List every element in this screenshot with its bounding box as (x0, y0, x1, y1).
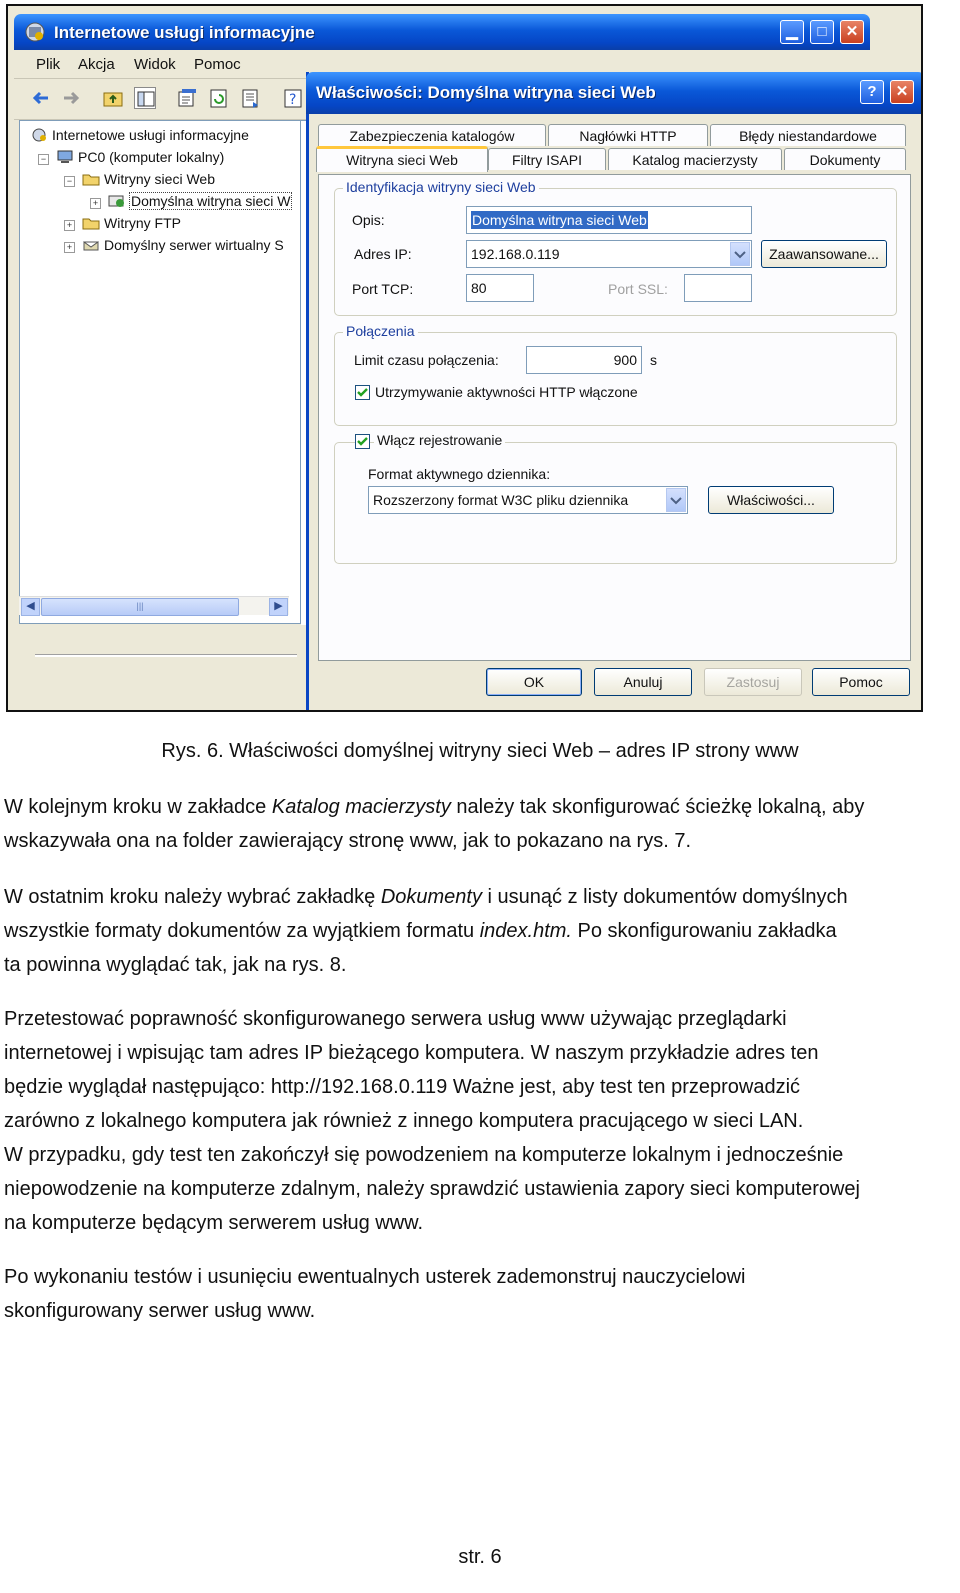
keepalive-label: Utrzymywanie aktywności HTTP włączone (375, 384, 638, 400)
tab-home-directory[interactable]: Katalog macierzysty (608, 148, 782, 170)
show-tree-icon[interactable] (134, 87, 156, 109)
chevron-down-icon[interactable] (666, 488, 686, 512)
keepalive-checkbox[interactable] (355, 385, 370, 400)
tab-http-headers[interactable]: Nagłówki HTTP (548, 124, 708, 146)
folder-icon (82, 216, 100, 230)
identification-legend: Identyfikacja witryny sieci Web (343, 179, 539, 195)
paragraph-4: Po wykonaniu testów i usunięciu ewentualnych usterek zademonstruj nauczycielowi skonfigurowany serwer usług www. (4, 1266, 746, 1322)
chevron-down-icon[interactable] (730, 242, 750, 266)
iis-services-icon (30, 128, 48, 142)
up-folder-icon[interactable] (102, 87, 124, 109)
menu-item-widok[interactable]: Widok (134, 56, 176, 73)
forward-arrow-icon[interactable] (60, 87, 82, 109)
console-tree[interactable] (19, 120, 301, 624)
minimize-button[interactable]: ▁ (780, 20, 804, 44)
tab-directory-security[interactable]: Zabezpieczenia katalogów (318, 124, 546, 146)
dialog-close-button[interactable]: ✕ (890, 80, 914, 104)
computer-icon (56, 150, 74, 164)
checkmark-icon (356, 435, 369, 448)
dialog-help-button[interactable]: ? (860, 80, 884, 104)
expand-icon[interactable]: + (64, 242, 75, 253)
expand-icon[interactable]: + (90, 198, 101, 209)
timeout-field[interactable]: 900 (526, 346, 642, 374)
tree-item-default-website[interactable]: Domyślna witryna sieci W (108, 193, 291, 209)
export-list-icon[interactable] (240, 87, 262, 109)
menu-item-plik[interactable]: Plik (36, 56, 61, 73)
scroll-right-icon[interactable]: ▶ (269, 598, 288, 616)
checkmark-icon (356, 386, 369, 399)
tree-item-web-sites[interactable]: Witryny sieci Web (82, 171, 215, 187)
paragraph-1: W kolejnym kroku w zakładce Katalog macierzysty należy tak skonfigurować ścieżkę lokalną, aby wskazywała ona na folder zawierający stronę www, jak to pokazano na rys. 7. (4, 796, 865, 852)
svg-text:?: ? (289, 92, 297, 108)
screenshot-figure (6, 4, 923, 712)
tree-item-virtual-server[interactable]: Domyślny serwer wirtualny S (82, 237, 284, 253)
help-button[interactable]: Pomoc (812, 668, 910, 696)
paragraph-2: W ostatnim kroku należy wybrać zakładkę Dokumenty i usunąć z listy dokumentów domyślnych wszystkie formaty dokumentów za wyjątkiem formatu index.htm. Po skonfigurowaniu zakładka ta powinna wyglądać tak, jak na rys. 8. (4, 886, 848, 976)
connections-legend: Połączenia (343, 323, 418, 339)
help-icon[interactable] (282, 87, 304, 109)
description-field[interactable]: Domyślna witryna sieci Web (466, 206, 752, 234)
tree-item-ftp-sites[interactable]: Witryny FTP (82, 215, 181, 231)
menu-item-pomoc[interactable]: Pomoc (194, 56, 241, 73)
website-icon (108, 194, 126, 208)
horizontal-scrollbar[interactable] (19, 596, 289, 615)
tab-documents[interactable]: Dokumenty (784, 148, 906, 170)
tcp-port-field[interactable]: 80 (466, 274, 534, 302)
enable-logging-checkbox[interactable] (355, 434, 370, 449)
tree-item-iis[interactable]: Internetowe usługi informacyjne (30, 127, 249, 143)
status-divider (35, 654, 297, 657)
paragraph-3: Przetestować poprawność skonfigurowanego serwera usług www używając przeglądarki internetowej i wpisując tam adres IP bieżącego komputera. W naszym przykładzie adres ten będzie wyglądał następująco: http://192.168.0.119 Ważne jest, aby test ten przeprowadzić zarówno z lokalnego komputera jak również z innego komputera pracującego w sieci LAN. W przypadku, gdy test ten zakończył się powodzeniem na komputerze lokalnym i jednocześnie niepowodzenie na komputerze zdalnym, należy sprawdzić ustawienia zapory sieci komputerowej na komputerze będącym serwerem usług www. (4, 1008, 860, 1234)
back-arrow-icon[interactable] (30, 87, 52, 109)
cancel-button[interactable]: Anuluj (594, 668, 692, 696)
close-button[interactable]: ✕ (840, 20, 864, 44)
iis-app-icon (24, 21, 46, 43)
ssl-port-field[interactable] (684, 274, 752, 302)
advanced-button[interactable]: Zaawansowane... (761, 240, 887, 268)
log-properties-button[interactable]: Właściwości... (708, 486, 834, 514)
scroll-left-icon[interactable]: ◀ (21, 598, 40, 616)
enable-logging-label: Włącz rejestrowanie (374, 432, 505, 448)
ip-address-combo[interactable]: 192.168.0.119 (466, 240, 752, 268)
tcp-port-label: Port TCP: (352, 281, 414, 297)
properties-icon[interactable] (176, 87, 198, 109)
menu-item-akcja[interactable]: Akcja (78, 56, 115, 73)
maximize-button[interactable]: □ (810, 20, 834, 44)
apply-button[interactable]: Zastosuj (704, 668, 802, 696)
tree-item-pc0[interactable]: PC0 (komputer lokalny) (56, 149, 224, 165)
refresh-icon[interactable] (208, 87, 230, 109)
ssl-port-label: Port SSL: (608, 281, 668, 297)
ok-button[interactable]: OK (486, 668, 582, 696)
description-label: Opis: (352, 212, 385, 228)
timeout-label: Limit czasu połączenia: (354, 352, 499, 368)
status-bar (19, 628, 301, 708)
log-format-label: Format aktywnego dziennika: (368, 466, 551, 482)
ip-address-label: Adres IP: (354, 246, 412, 262)
dialog-title: Właściwości: Domyślna witryna sieci Web (316, 83, 656, 102)
dialog-titlebar[interactable] (306, 72, 923, 114)
scroll-thumb[interactable]: ||| (41, 598, 239, 616)
log-format-combo[interactable]: Rozszerzony format W3C pliku dziennika (368, 486, 688, 514)
timeout-unit: s (650, 352, 657, 368)
main-window-titlebar[interactable] (14, 14, 870, 50)
main-window-title: Internetowe usługi informacyjne (54, 23, 315, 42)
smtp-server-icon (82, 238, 100, 252)
tab-custom-errors[interactable]: Błędy niestandardowe (710, 124, 906, 146)
collapse-icon[interactable]: − (64, 176, 75, 187)
collapse-icon[interactable]: − (38, 154, 49, 165)
figure-caption: Rys. 6. Właściwości domyślnej witryny sieci Web – adres IP strony www (161, 740, 799, 762)
tab-isapi-filters[interactable]: Filtry ISAPI (488, 148, 606, 170)
expand-icon[interactable]: + (64, 220, 75, 231)
folder-icon (82, 172, 100, 186)
page-number: str. 6 (458, 1546, 502, 1568)
tab-website[interactable]: Witryna sieci Web (316, 146, 488, 172)
